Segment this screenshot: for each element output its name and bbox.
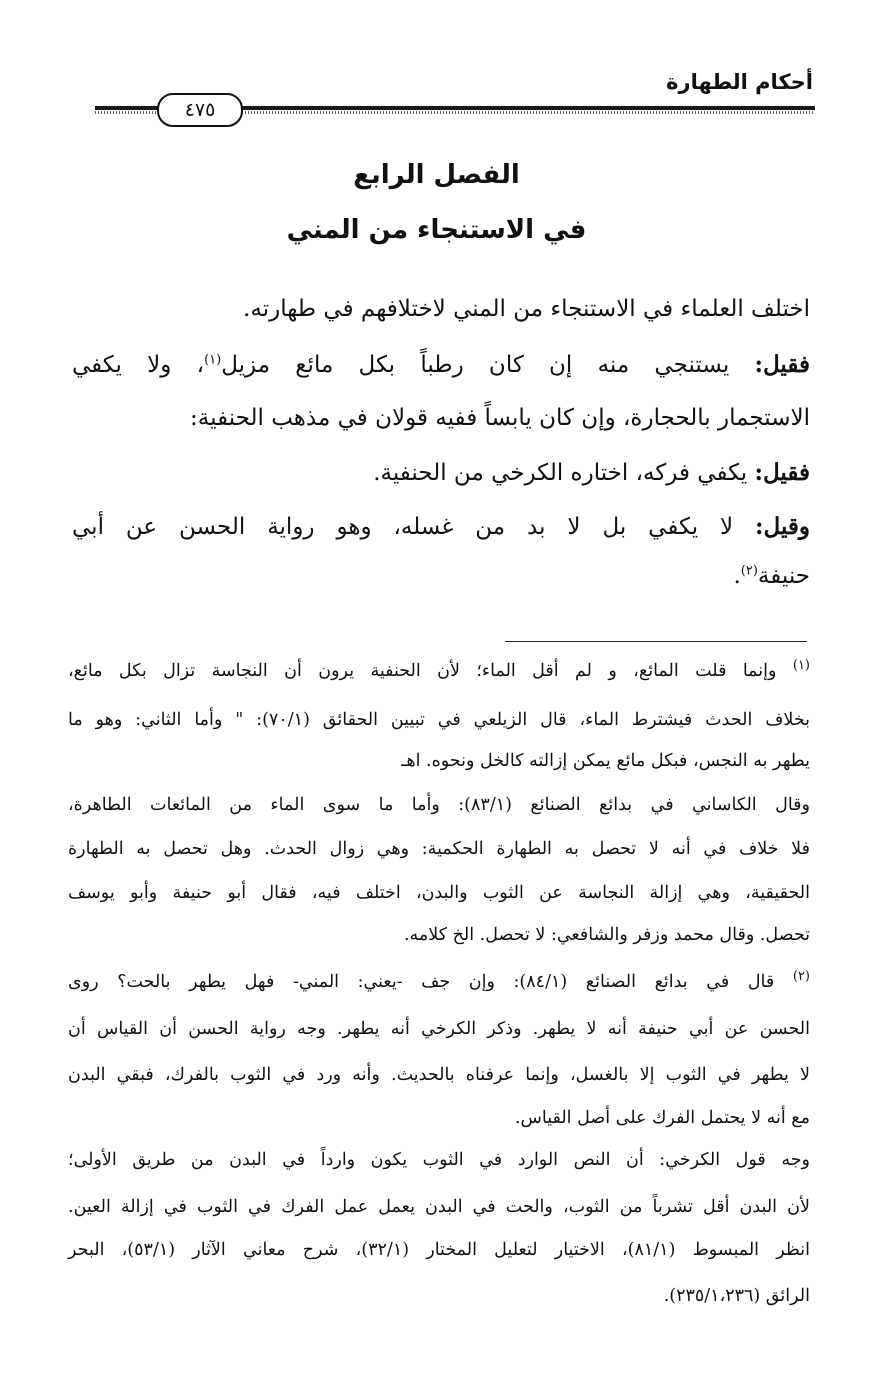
paragraph-opinion-3-line-2 [72, 563, 810, 589]
footnote-1b-line-1: وقال الكاساني في بدائع الصنائع (٨٣/١): وأما ما سوى الماء من المائعات الطاهرة، [68, 795, 810, 815]
footnote-2b-line-4: الرائق (٢٣٥/١،٢٣٦). [663, 1286, 810, 1306]
paragraph-text: ، ولا يكفي [72, 352, 205, 378]
footnote-2-line-3: لا يطهر في الثوب إلا بالغسل، وإنما عرفناه بالحديث. وأنه ورد في الثوب بالفرك، فبقي البدن [68, 1065, 810, 1085]
footnote-1b-line-2: فلا خلاف في أنه لا تحصل به الطهارة الحكمية: وهي زوال الحدث. وهل تحصل به الطهارة [68, 839, 810, 859]
page-number: ٤٧٥ [184, 99, 216, 121]
footnote-ref-1[interactable]: (١) [204, 352, 222, 368]
paragraph-lead: فقيل: [754, 351, 810, 378]
footnote-text: وإنما قلت المائع، و لم أقل الماء؛ لأن الحنفية يرون أن النجاسة تزال بكل مائع، [68, 661, 793, 681]
footnote-1-line-2: بخلاف الحدث فيشترط الماء، قال الزيلعي في تبيين الحقائق (٧٠/١): " وأما الثاني: وهو ما [68, 710, 810, 730]
paragraph-opinion-1-line-1 [72, 351, 810, 378]
footnote-1-line-1 [68, 658, 810, 681]
page-number-badge [157, 93, 243, 127]
footnote-2-line-2: الحسن عن أبي حنيفة أنه لا يطهر. وذكر الكرخي أنه يطهر. وجه رواية الحسن أن القياس أن [68, 1019, 810, 1039]
paragraph-text: حنيفة [757, 563, 810, 589]
footnote-separator [505, 641, 807, 642]
footnote-1b-line-3: الحقيقية، وهي إزالة النجاسة عن الثوب والبدن، اختلف فيه، فقال أبو حنيفة وأبو يوسف [68, 883, 810, 903]
footnote-2b-line-1: وجه قول الكرخي: أن النص الوارد في الثوب يكون وارداً في البدن من طريق الأولى؛ [68, 1150, 810, 1170]
footnote-1-line-3: يطهر به النجس، فبكل مائع يمكن إزالته كالخل ونحوه. اهـ [401, 751, 810, 771]
paragraph-opinion-1-line-2: الاستجمار بالحجارة، وإن كان يابساً ففيه قولان في مذهب الحنفية: [190, 405, 810, 431]
paragraph-text: لا يكفي بل لا بد من غسله، وهو رواية الحسن عن أبي [72, 514, 756, 540]
footnote-2b-line-2: لأن البدن أقل تشرباً من الثوب، والحت في البدن يعمل عمل الفرك في الثوب في إزالة العين. [68, 1197, 810, 1217]
paragraph-opinion-2 [72, 459, 810, 486]
footnote-marker-1: (١) [792, 658, 810, 674]
footnote-2-line-4: مع أنه لا يحتمل الفرك على أصل القياس. [514, 1108, 810, 1128]
footnote-marker-2: (٢) [792, 969, 810, 985]
chapter-title: الفصل الرابع [353, 160, 520, 190]
footnote-1b-line-4: تحصل. وقال محمد وزفر والشافعي: لا تحصل. الخ كلامه. [403, 925, 810, 945]
footnote-ref-2[interactable]: (٢) [740, 563, 758, 579]
paragraph-lead: فقيل: [754, 459, 810, 486]
paragraph-lead: وقيل: [755, 513, 810, 540]
footnote-text: قال في بدائع الصنائع (٨٤/١): وإن جف -يعني: المني- فهل يطهر بالحت؟ روى [68, 972, 793, 992]
paragraph-text: يكفي فركه، اختاره الكرخي من الحنفية. [373, 460, 755, 486]
chapter-subtitle: في الاستنجاء من المني [286, 215, 587, 245]
footnote-2-line-1 [68, 969, 810, 992]
paragraph-opinion-3-line-1 [72, 513, 810, 540]
footnote-2b-line-3: انظر المبسوط (٨١/١)، الاختيار لتعليل المختار (٣٢/١)، شرح معاني الآثار (٥٣/١)، البحر [68, 1240, 811, 1260]
running-header-title: أحكام الطهارة [666, 70, 813, 94]
paragraph-text: يستنجي منه إن كان رطباً بكل مائع مزيل [221, 352, 755, 378]
paragraph-text: . [733, 563, 741, 589]
paragraph-intro: اختلف العلماء في الاستنجاء من المني لاختلافهم في طهارته. [243, 296, 810, 322]
